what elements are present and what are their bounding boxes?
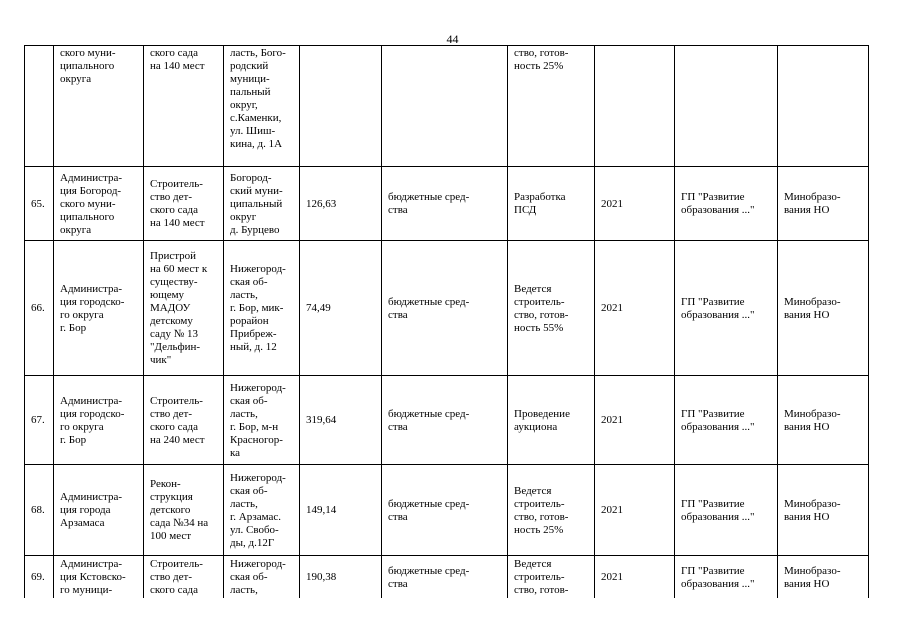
source-cell <box>382 46 508 167</box>
administration-cell: Администра- ция Кстовско- го муници- <box>54 556 144 599</box>
row-number: 67. <box>25 376 54 465</box>
year-cell: 2021 <box>595 376 675 465</box>
address-cell: ласть, Бого- родский муници- пальный округ, с.Каменки, ул. Шиш- кина, д. 1А <box>224 46 300 167</box>
object-cell: ского сада на 140 мест <box>144 46 224 167</box>
program-cell: ГП "Развитие образования ..." <box>675 465 778 556</box>
address-cell: Нижегород- ская об- ласть, <box>224 556 300 599</box>
source-cell: бюджетные сред- ства <box>382 241 508 376</box>
projects-table <box>24 45 869 599</box>
administration-cell: Администра- ция города Арзамаса <box>54 465 144 556</box>
amount-cell: 319,64 <box>300 376 382 465</box>
address-cell: Нижегород- ская об- ласть, г. Бор, мик- рорайон Прибреж- ный, д. 12 <box>224 241 300 376</box>
amount-cell: 74,49 <box>300 241 382 376</box>
agency-cell: Минобразо- вания НО <box>778 376 869 465</box>
program-cell: ГП "Развитие образования ..." <box>675 241 778 376</box>
table-row <box>25 167 869 241</box>
administration-cell: Администра- ция городско- го округа г. Бор <box>54 376 144 465</box>
source-cell: бюджетные сред- ства <box>382 167 508 241</box>
object-cell: Пристрой на 60 мест к существу- ющему МАДОУ детскому саду № 13 "Дельфин- чик" <box>144 241 224 376</box>
status-cell: Разработка ПСД <box>508 167 595 241</box>
administration-cell: Администра- ция городско- го округа г. Бор <box>54 241 144 376</box>
agency-cell <box>778 46 869 167</box>
table-row <box>25 241 869 376</box>
table-row <box>25 465 869 556</box>
program-cell <box>675 46 778 167</box>
year-cell <box>595 46 675 167</box>
status-cell: Проведение аукциона <box>508 376 595 465</box>
agency-cell: Минобразо- вания НО <box>778 167 869 241</box>
source-cell: бюджетные сред- ства <box>382 556 508 599</box>
source-cell: бюджетные сред- ства <box>382 465 508 556</box>
program-cell: ГП "Развитие образования ..." <box>675 167 778 241</box>
object-cell: Рекон- струкция детского сада №34 на 100 мест <box>144 465 224 556</box>
year-cell: 2021 <box>595 465 675 556</box>
object-cell: Строитель- ство дет- ского сада на 140 мест <box>144 167 224 241</box>
address-cell: Нижегород- ская об- ласть, г. Бор, м-н Красногор- ка <box>224 376 300 465</box>
amount-cell: 126,63 <box>300 167 382 241</box>
row-number: 69. <box>25 556 54 599</box>
address-cell: Богород- ский муни- ципальный округ д. Бурцево <box>224 167 300 241</box>
amount-cell <box>300 46 382 167</box>
year-cell: 2021 <box>595 241 675 376</box>
table-row <box>25 376 869 465</box>
agency-cell: Минобразо- вания НО <box>778 556 869 599</box>
program-cell: ГП "Развитие образования ..." <box>675 556 778 599</box>
object-cell: Строитель- ство дет- ского сада на 240 мест <box>144 376 224 465</box>
administration-cell: Администра- ция Богород- ского муни- ципального округа <box>54 167 144 241</box>
year-cell: 2021 <box>595 167 675 241</box>
status-cell: Ведется строитель- ство, готов- ность 55% <box>508 241 595 376</box>
agency-cell: Минобразо- вания НО <box>778 241 869 376</box>
address-cell: Нижегород- ская об- ласть, г. Арзамас. ул. Свобо- ды, д.12Г <box>224 465 300 556</box>
source-cell: бюджетные сред- ства <box>382 376 508 465</box>
status-cell: Ведется строитель- ство, готов- ность 25% <box>508 465 595 556</box>
program-cell: ГП "Развитие образования ..." <box>675 376 778 465</box>
status-cell: ство, готов- ность 25% <box>508 46 595 167</box>
table-row <box>25 556 869 599</box>
row-number <box>25 46 54 167</box>
row-number: 65. <box>25 167 54 241</box>
row-number: 66. <box>25 241 54 376</box>
amount-cell: 190,38 <box>300 556 382 599</box>
table-row <box>25 46 869 167</box>
amount-cell: 149,14 <box>300 465 382 556</box>
page-number: 44 <box>446 32 459 46</box>
object-cell: Строитель- ство дет- ского сада <box>144 556 224 599</box>
status-cell: Ведется строитель- ство, готов- <box>508 556 595 599</box>
page-bottom-margin <box>0 598 905 640</box>
year-cell: 2021 <box>595 556 675 599</box>
administration-cell: ского муни- ципального округа <box>54 46 144 167</box>
agency-cell: Минобразо- вания НО <box>778 465 869 556</box>
row-number: 68. <box>25 465 54 556</box>
